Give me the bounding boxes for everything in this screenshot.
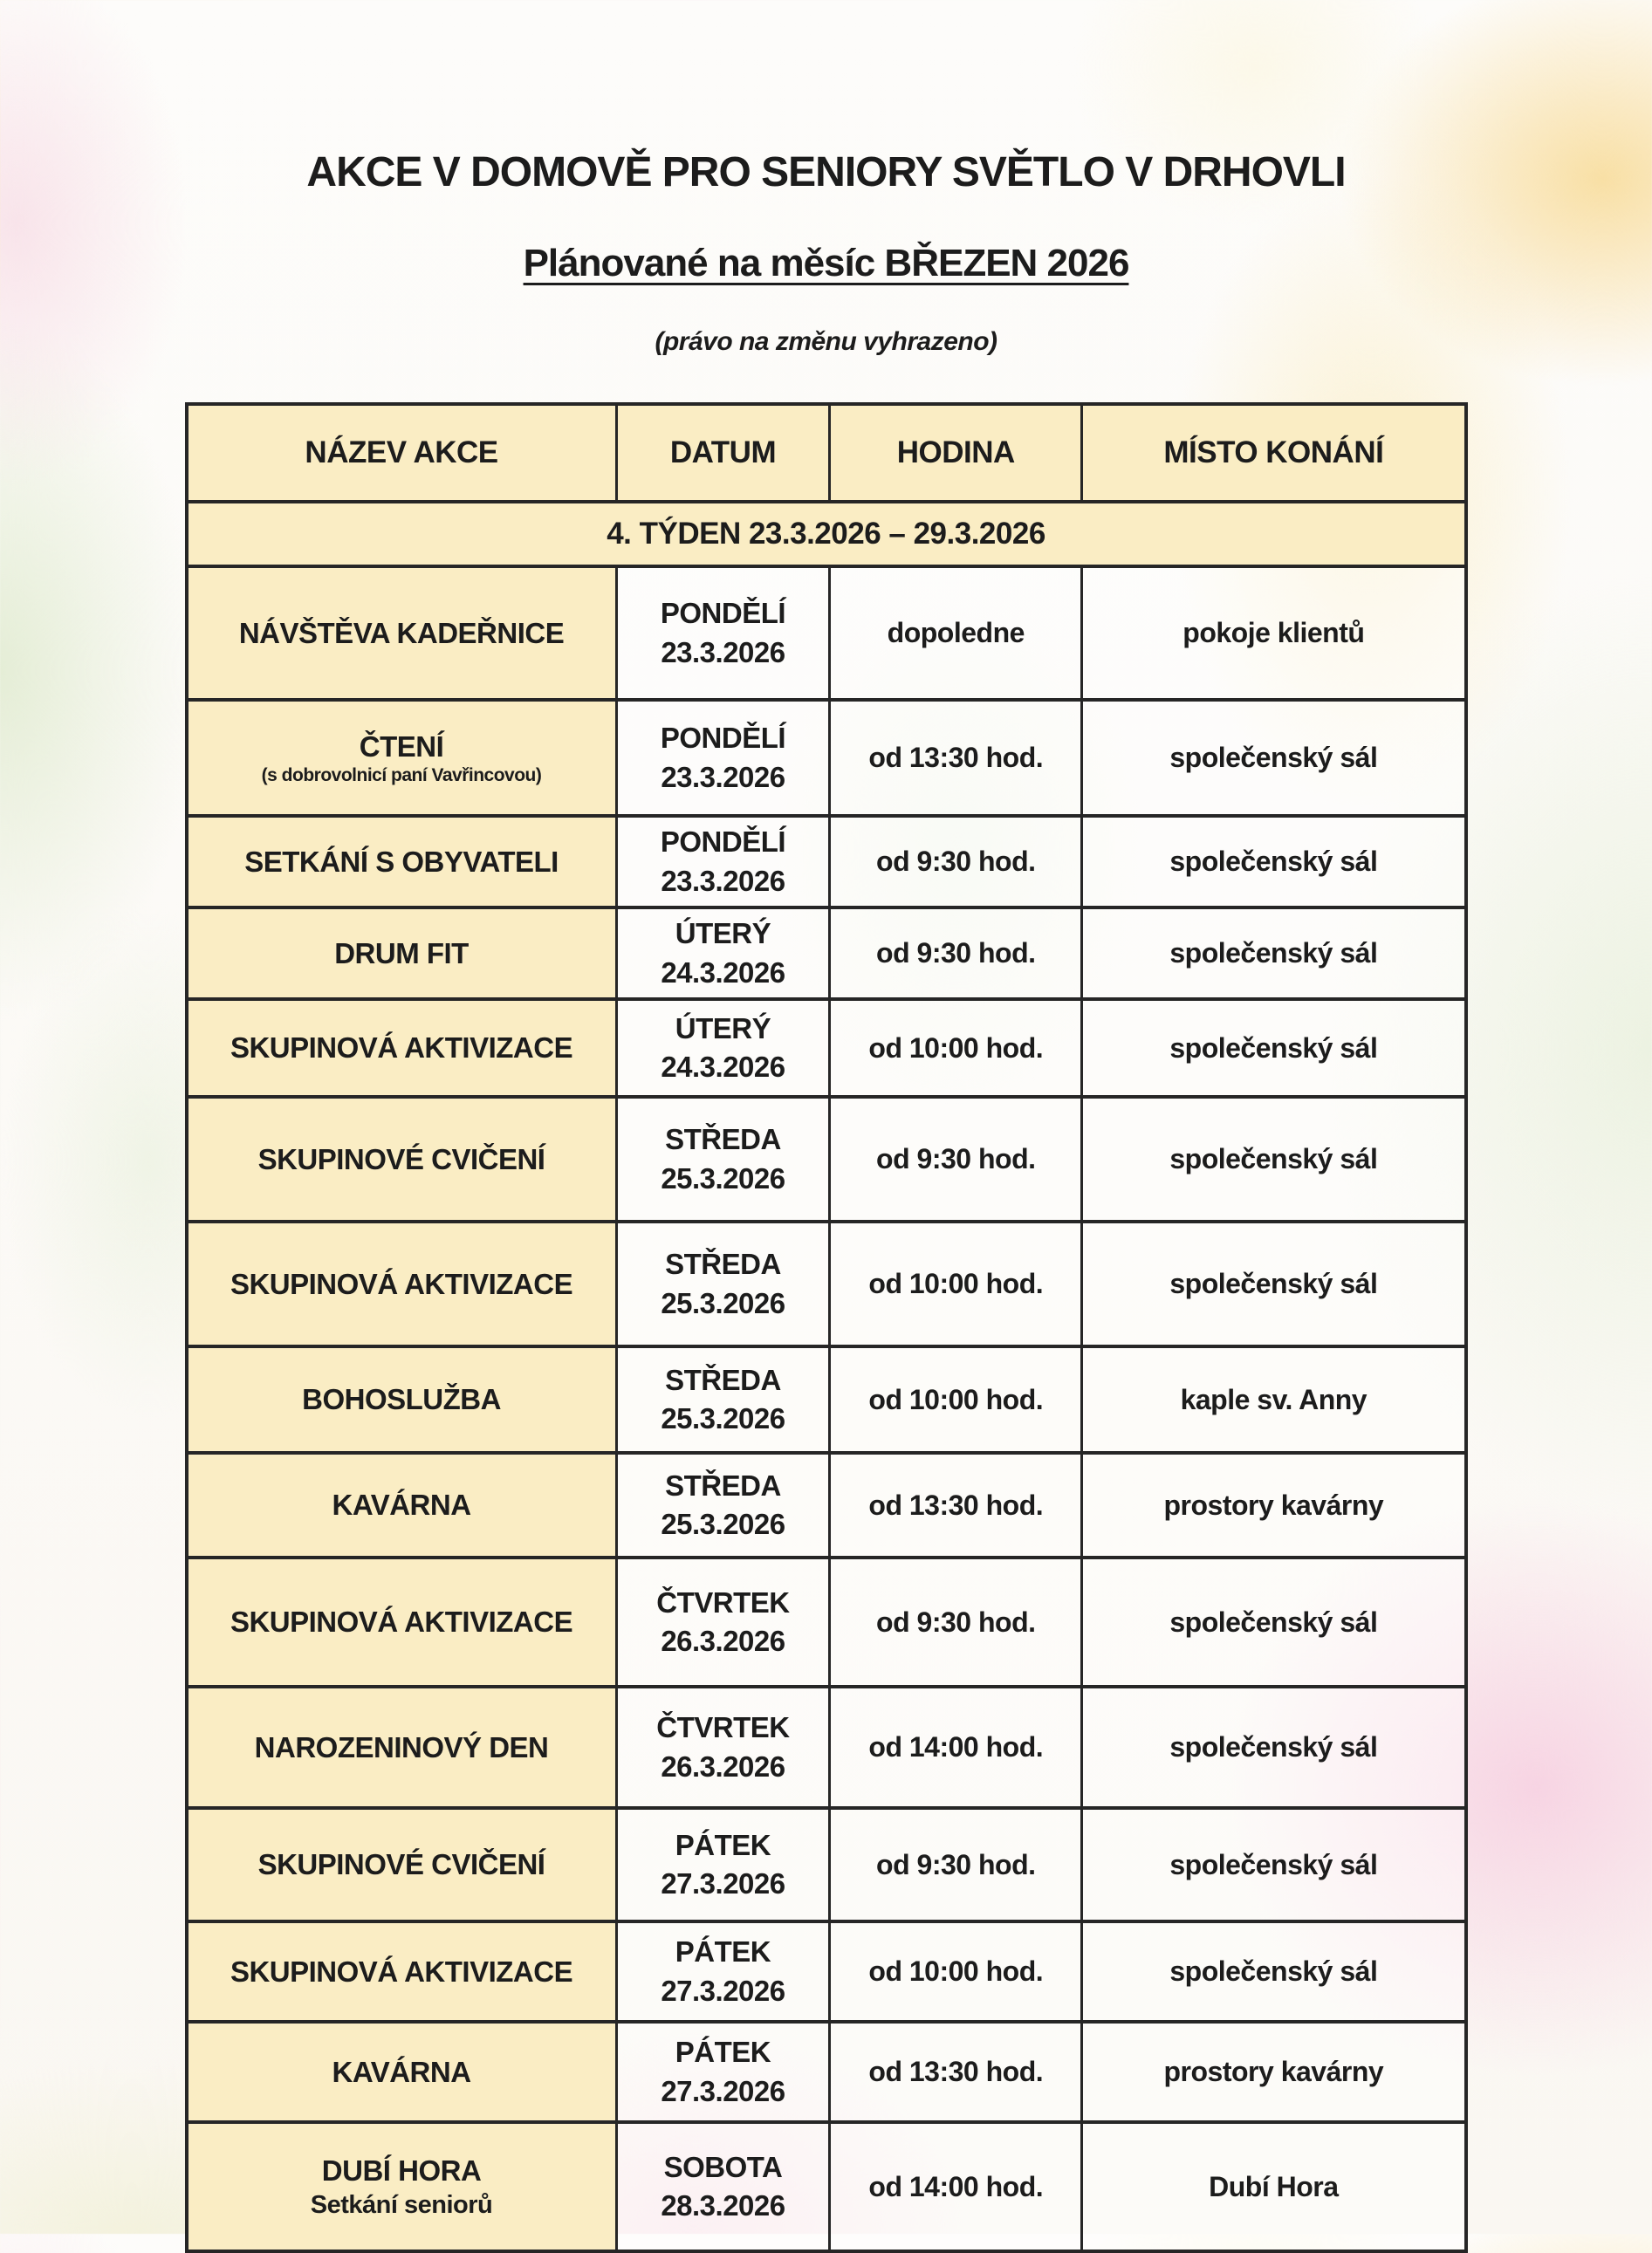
column-header-misto-konani: MÍSTO KONÁNÍ [1082, 404, 1466, 502]
document-header [0, 0, 1652, 357]
event-subtitle: Setkání seniorů [310, 2190, 493, 2219]
event-name-cell [187, 816, 617, 907]
event-name: NÁVŠTĚVA KADEŘNICE [238, 616, 565, 649]
time-cell: od 13:30 hod. [830, 1453, 1082, 1558]
day-label: ČTVRTEK [656, 1711, 790, 1744]
time-cell: od 10:00 hod. [830, 1222, 1082, 1346]
day-label: ČTVRTEK [656, 1585, 790, 1619]
day-label: STŘEDA [665, 1363, 781, 1396]
event-name-cell [187, 700, 617, 816]
event-name-cell [187, 2022, 617, 2122]
event-name: DUBÍ HORA [321, 2154, 482, 2187]
day-label: SOBOTA [663, 2150, 783, 2183]
event-row [187, 1097, 1466, 1222]
page-title: AKCE V DOMOVĚ PRO SENIORY SVĚTLO V DRHOVLI [306, 149, 1346, 195]
column-header-hodina: HODINA [830, 404, 1082, 502]
event-row [187, 1346, 1466, 1453]
date-cell [616, 2122, 830, 2251]
time-cell: od 10:00 hod. [830, 1921, 1082, 2022]
event-name-cell [187, 1097, 617, 1222]
date-cell [616, 816, 830, 907]
date-cell [616, 907, 830, 999]
place-cell: společenský sál [1082, 1921, 1466, 2022]
date-cell [616, 1921, 830, 2022]
date-label: 23.3.2026 [661, 635, 785, 668]
time-cell: od 13:30 hod. [830, 2022, 1082, 2122]
date-label: 25.3.2026 [661, 1161, 785, 1195]
event-name-cell [187, 1808, 617, 1921]
place-cell: společenský sál [1082, 1222, 1466, 1346]
time-cell: od 9:30 hod. [830, 1808, 1082, 1921]
event-name: SKUPINOVÁ AKTIVIZACE [230, 1606, 573, 1639]
place-cell: společenský sál [1082, 1808, 1466, 1921]
date-cell [616, 1687, 830, 1808]
time-cell: dopoledne [830, 566, 1082, 700]
event-name: SKUPINOVÉ CVIČENÍ [257, 1142, 545, 1175]
place-cell: společenský sál [1082, 1558, 1466, 1687]
date-label: 23.3.2026 [661, 760, 785, 793]
time-cell: od 9:30 hod. [830, 1097, 1082, 1222]
place-cell: společenský sál [1082, 816, 1466, 907]
day-label: STŘEDA [665, 1123, 781, 1156]
event-row [187, 566, 1466, 700]
place-cell: společenský sál [1082, 999, 1466, 1097]
day-label: STŘEDA [665, 1469, 781, 1502]
event-name: KAVÁRNA [332, 2055, 471, 2088]
place-cell: Dubí Hora [1082, 2122, 1466, 2251]
week-header: 4. TÝDEN 23.3.2026 – 29.3.2026 [187, 502, 1466, 566]
place-cell: prostory kavárny [1082, 2022, 1466, 2122]
time-cell: od 9:30 hod. [830, 816, 1082, 907]
place-cell: pokoje klientů [1082, 566, 1466, 700]
date-label: 28.3.2026 [661, 2189, 785, 2222]
time-cell: od 9:30 hod. [830, 1558, 1082, 1687]
event-row [187, 1921, 1466, 2022]
event-name-cell [187, 1921, 617, 2022]
date-label: 23.3.2026 [661, 864, 785, 897]
column-header-datum: DATUM [616, 404, 830, 502]
event-name-cell [187, 1346, 617, 1453]
place-cell: prostory kavárny [1082, 1453, 1466, 1558]
event-row [187, 2122, 1466, 2251]
event-name: BOHOSLUŽBA [302, 1383, 501, 1416]
event-name-cell [187, 1687, 617, 1808]
date-cell [616, 1222, 830, 1346]
column-header-row [187, 404, 1466, 502]
time-cell: od 14:00 hod. [830, 1687, 1082, 1808]
event-name: ČTENÍ [359, 729, 444, 763]
page-note: (právo na změnu vyhrazeno) [655, 327, 997, 356]
date-label: 25.3.2026 [661, 1286, 785, 1319]
date-label: 24.3.2026 [661, 955, 785, 989]
date-cell [616, 1808, 830, 1921]
event-name-cell [187, 566, 617, 700]
date-cell [616, 1558, 830, 1687]
date-label: 27.3.2026 [661, 1867, 785, 1900]
date-cell [616, 1346, 830, 1453]
event-row [187, 1687, 1466, 1808]
event-name: KAVÁRNA [332, 1489, 471, 1522]
place-cell: společenský sál [1082, 1687, 1466, 1808]
event-row [187, 1453, 1466, 1558]
event-name-cell [187, 2122, 617, 2251]
day-label: PÁTEK [675, 2036, 771, 2069]
event-row [187, 816, 1466, 907]
event-name: SETKÁNÍ S OBYVATELI [244, 845, 559, 878]
day-label: PONDĚLÍ [660, 721, 786, 754]
date-label: 26.3.2026 [661, 1750, 785, 1783]
time-cell: od 10:00 hod. [830, 1346, 1082, 1453]
day-label: ÚTERÝ [675, 917, 771, 950]
event-name: SKUPINOVÁ AKTIVIZACE [230, 1267, 573, 1300]
day-label: STŘEDA [665, 1248, 781, 1281]
event-name-cell [187, 1453, 617, 1558]
place-cell: společenský sál [1082, 907, 1466, 999]
date-cell [616, 2022, 830, 2122]
place-cell: kaple sv. Anny [1082, 1346, 1466, 1453]
event-row [187, 700, 1466, 816]
date-label: 26.3.2026 [661, 1625, 785, 1658]
day-label: ÚTERÝ [675, 1011, 771, 1044]
day-label: PÁTEK [675, 1828, 771, 1861]
time-cell: od 10:00 hod. [830, 999, 1082, 1097]
event-row [187, 999, 1466, 1097]
events-table [185, 402, 1468, 2253]
place-cell: společenský sál [1082, 700, 1466, 816]
date-label: 25.3.2026 [661, 1508, 785, 1541]
time-cell: od 13:30 hod. [830, 700, 1082, 816]
event-row [187, 1808, 1466, 1921]
date-cell [616, 999, 830, 1097]
date-label: 24.3.2026 [661, 1051, 785, 1084]
event-name: NAROZENINOVÝ DEN [254, 1730, 549, 1763]
time-cell: od 9:30 hod. [830, 907, 1082, 999]
event-name: SKUPINOVÉ CVIČENÍ [257, 1848, 545, 1881]
week-header-row [187, 502, 1466, 566]
day-label: PÁTEK [675, 1935, 771, 1969]
event-name: SKUPINOVÁ AKTIVIZACE [230, 1955, 573, 1988]
event-name: DRUM FIT [334, 936, 469, 969]
date-cell [616, 700, 830, 816]
day-label: PONDĚLÍ [660, 825, 786, 858]
date-label: 27.3.2026 [661, 2074, 785, 2107]
date-cell [616, 1453, 830, 1558]
event-name-cell [187, 1558, 617, 1687]
column-header-nazev-akce: NÁZEV AKCE [187, 404, 617, 502]
event-subtitle: (s dobrovolnicí paní Vavřincovou) [261, 764, 542, 785]
event-name-cell [187, 999, 617, 1097]
event-row [187, 2022, 1466, 2122]
event-name: SKUPINOVÁ AKTIVIZACE [230, 1031, 573, 1065]
event-row [187, 907, 1466, 999]
day-label: PONDĚLÍ [660, 596, 786, 629]
date-cell [616, 566, 830, 700]
place-cell: společenský sál [1082, 1097, 1466, 1222]
date-label: 27.3.2026 [661, 1974, 785, 2007]
event-name-cell [187, 907, 617, 999]
page-subtitle: Plánované na měsíc BŘEZEN 2026 [523, 242, 1129, 284]
event-row [187, 1558, 1466, 1687]
date-cell [616, 1097, 830, 1222]
time-cell: od 14:00 hod. [830, 2122, 1082, 2251]
event-name-cell [187, 1222, 617, 1346]
date-label: 25.3.2026 [661, 1402, 785, 1435]
event-row [187, 1222, 1466, 1346]
